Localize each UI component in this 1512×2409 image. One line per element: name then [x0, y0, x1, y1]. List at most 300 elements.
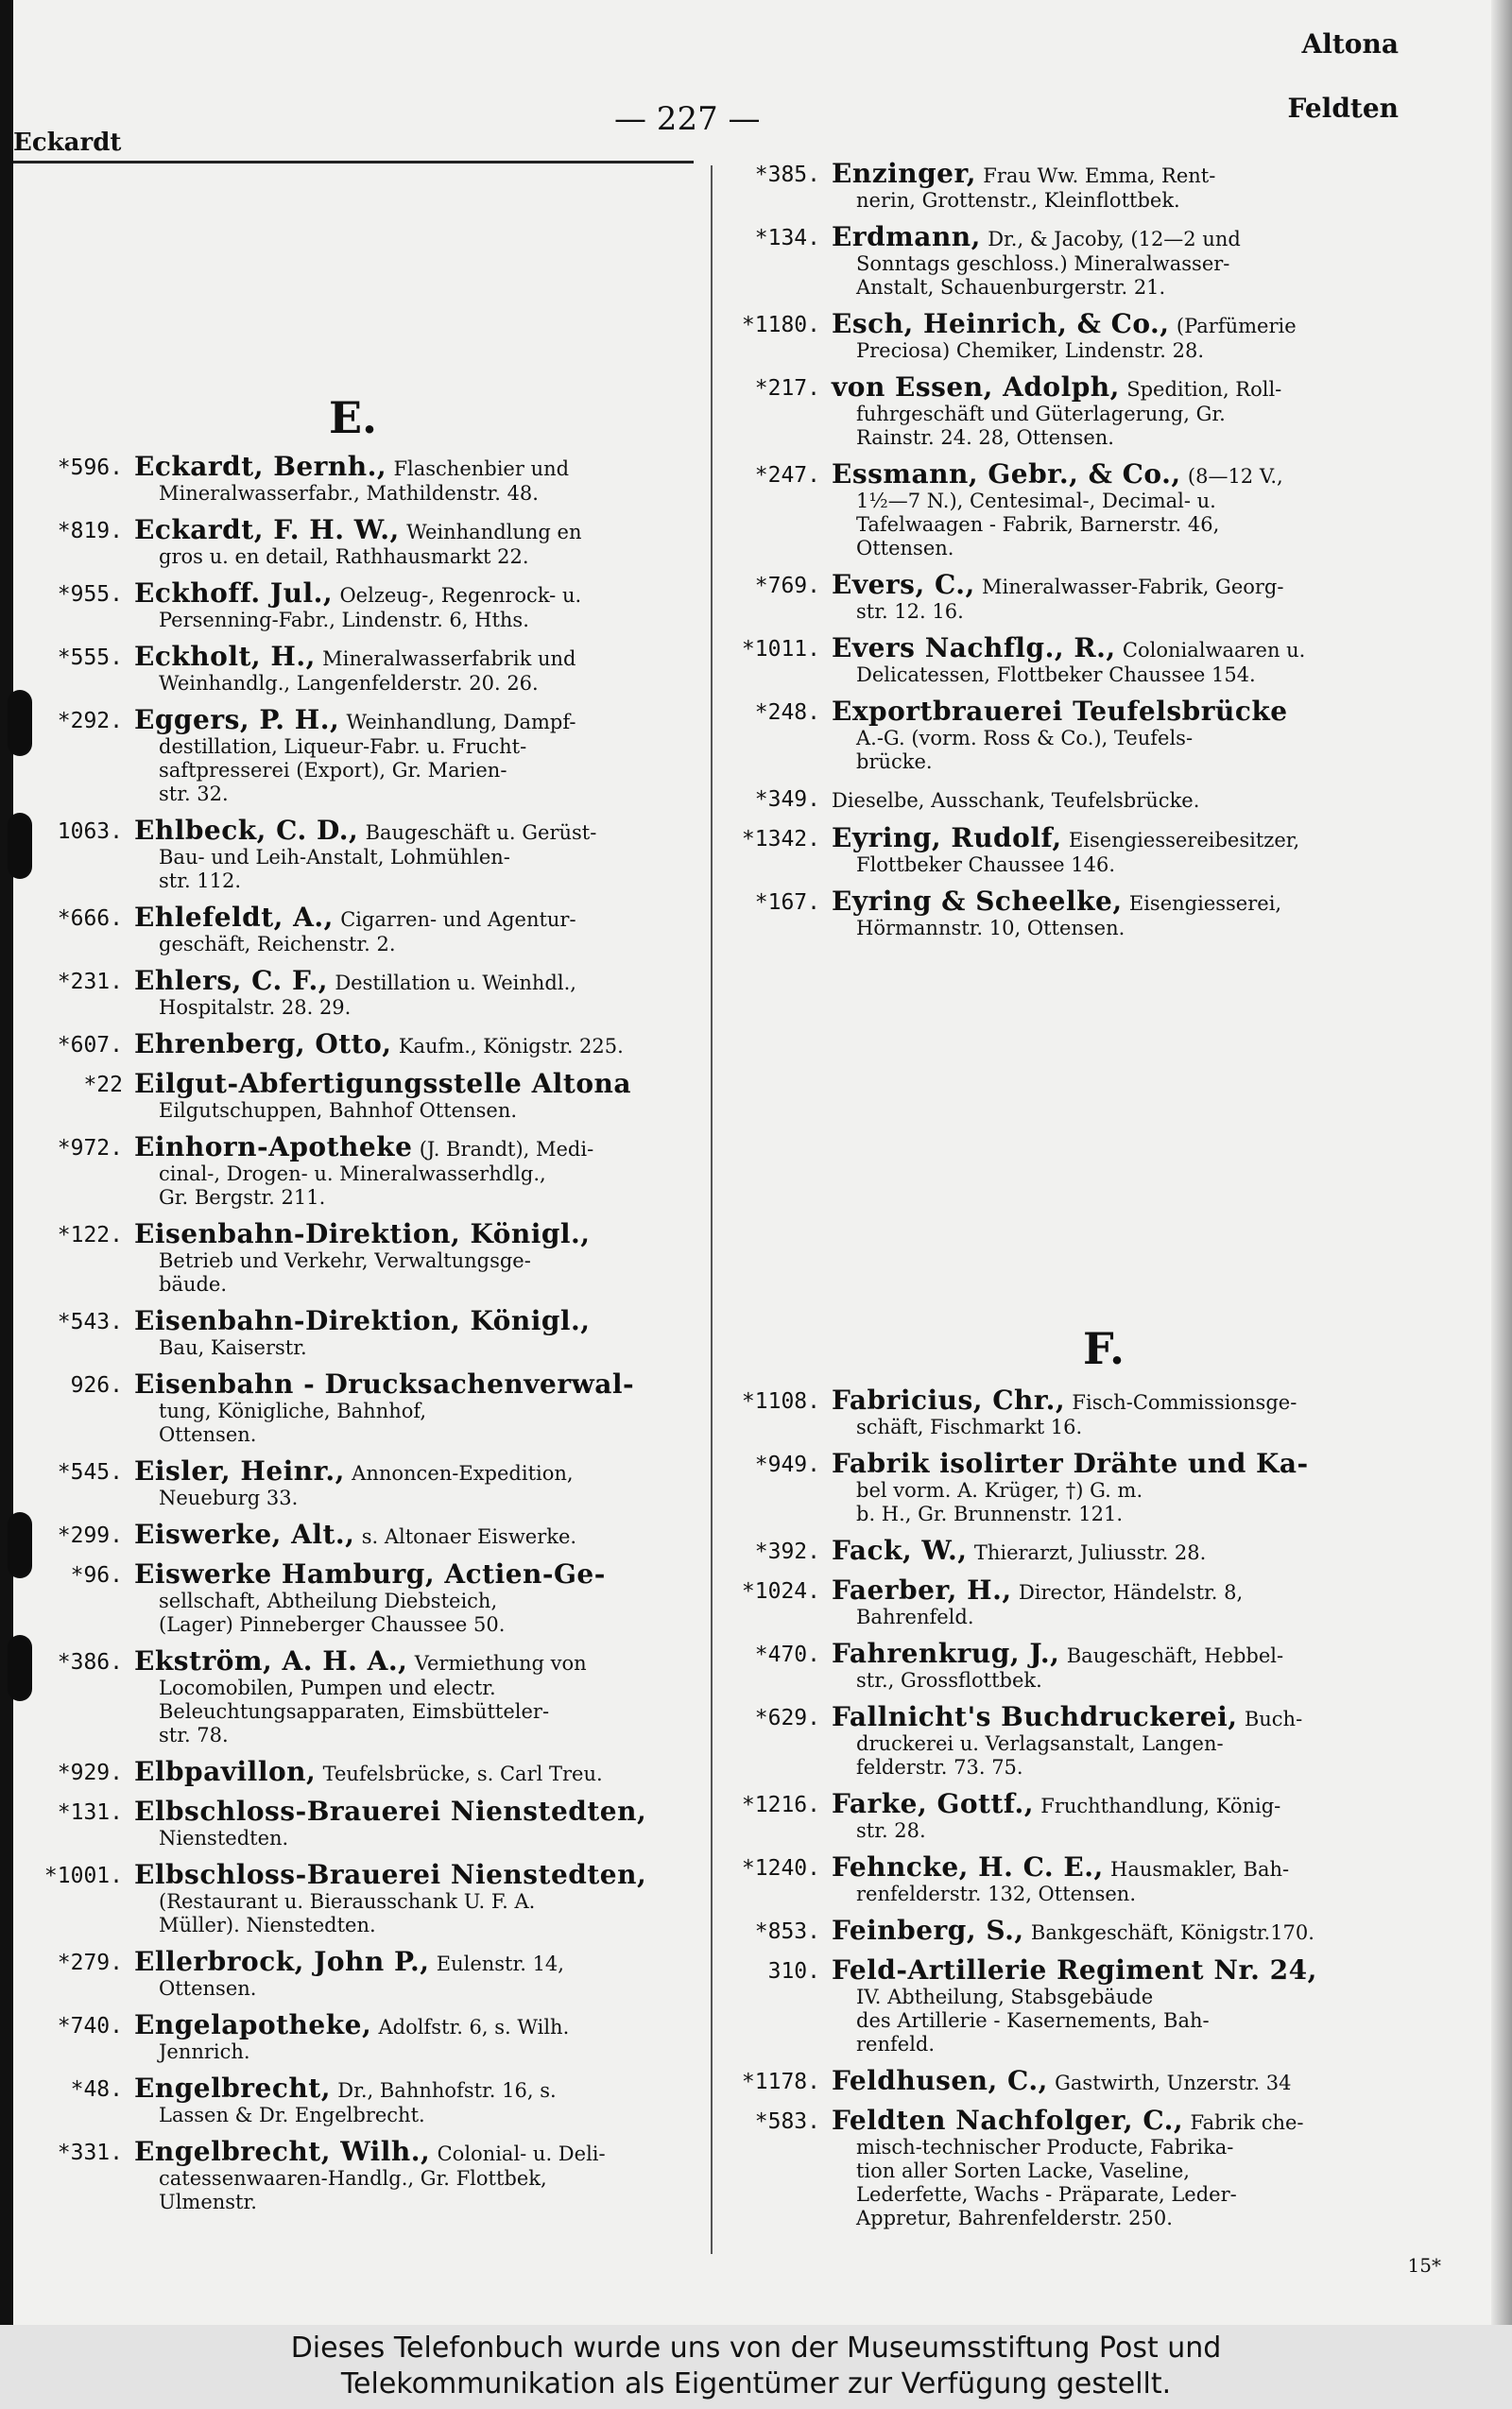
phone-number: 1063. [57, 819, 123, 844]
subscriber-name: Eckardt, Bernh., [134, 451, 387, 482]
entry-first-line [134, 1218, 707, 1249]
phone-number: *545. [57, 1460, 123, 1485]
subscriber-name: Eisenbahn-Direktion, Königl., [134, 1218, 591, 1249]
subscriber-name: Eyring & Scheelke, [832, 886, 1123, 917]
directory-entry [714, 569, 1461, 624]
phone-number: *929. [57, 1761, 123, 1785]
entry-description: Teufelsbrücke, s. Carl Treu. [322, 1763, 603, 1785]
directory-entry [17, 451, 707, 506]
entry-continuation: (Lager) Pinneberger Chaussee 50. [159, 1613, 506, 1636]
directory-entry [714, 785, 1461, 814]
directory-entry [17, 2075, 707, 2127]
entry-first-line [134, 1645, 707, 1677]
entry-description: Oelzeug-, Regenrock- u. [339, 584, 582, 607]
directory-entry [17, 641, 707, 696]
entry-continuation: Rainstr. 24. 28, Ottensen. [856, 426, 1114, 449]
entry-continuation: bäude. [159, 1273, 228, 1296]
subscriber-name: Farke, Gottf., [832, 1788, 1034, 1819]
subscriber-name: Esch, Heinrich, & Co., [832, 308, 1170, 339]
entry-continuation: Ottensen. [159, 1977, 257, 2000]
directory-entry [714, 632, 1461, 687]
subscriber-name: von Essen, Adolph, [832, 371, 1120, 403]
subscriber-name: Eggers, P. H., [134, 704, 340, 735]
entry-continuation: Anstalt, Schauenburgerstr. 21. [856, 276, 1166, 299]
entry-continuation: misch-technischer Producte, Fabrika- [856, 2136, 1234, 2159]
entry-description: Buch- [1244, 1708, 1303, 1730]
phone-number: *1216. [741, 1793, 820, 1817]
entry-first-line [832, 458, 1461, 490]
entry-first-line [134, 577, 707, 609]
entry-continuation: Mineralwasserfabr., Mathildenstr. 48. [159, 482, 539, 505]
directory-entry [17, 1645, 707, 1747]
directory-entry [17, 817, 707, 893]
entry-description: Dieselbe, Ausschank, Teufelsbrücke. [832, 789, 1200, 812]
right-column-top [714, 158, 1461, 952]
entry-first-line [832, 1788, 1470, 1819]
subscriber-name: Fabricius, Chr., [832, 1385, 1066, 1416]
directory-entry [714, 1574, 1470, 1629]
entry-continuation: Hospitalstr. 28. 29. [159, 996, 352, 1019]
signature-mark: 15* [1407, 2254, 1441, 2277]
section-letter-f: F. [1083, 1323, 1125, 1374]
ownership-banner [0, 2325, 1512, 2409]
page-number: — 227 — [614, 100, 761, 138]
subscriber-name: Exportbrauerei Teufelsbrücke [832, 696, 1288, 727]
entry-continuation: Jennrich. [159, 2040, 250, 2063]
entry-continuation: str. 12. 16. [856, 600, 964, 623]
phone-number: *1180. [741, 313, 820, 337]
entry-continuation: tion aller Sorten Lacke, Vaseline, [856, 2159, 1190, 2182]
phone-number: *607. [57, 1033, 123, 1058]
phone-number: *217. [754, 376, 820, 401]
phone-number: *769. [754, 574, 820, 598]
entry-description: Weinhandlung, Dampf- [346, 711, 576, 733]
entry-first-line [134, 2075, 707, 2104]
subscriber-name: Evers Nachflg., R., [832, 632, 1116, 663]
entry-continuation: schäft, Fischmarkt 16. [856, 1416, 1083, 1438]
phone-number: *740. [57, 2014, 123, 2039]
directory-entry [17, 704, 707, 806]
phone-number: *1342. [741, 827, 820, 852]
entry-continuation: 1½—7 N.), Centesimal-, Decimal- u. [856, 490, 1216, 512]
entry-continuation: Nienstedten. [159, 1827, 289, 1850]
entry-description: Mineralwasserfabrik und [322, 647, 576, 670]
entry-first-line [832, 221, 1461, 252]
directory-entry [17, 1558, 707, 1637]
entry-continuation: Lassen & Dr. Engelbrecht. [159, 2104, 425, 2126]
subscriber-name: Eisenbahn - Drucksachenverwal- [134, 1368, 635, 1400]
entry-continuation: Tafelwaagen - Fabrik, Barnerstr. 46, [856, 513, 1220, 536]
entry-continuation: sellschaft, Abtheilung Diebsteich, [159, 1590, 498, 1612]
banner-line-1: Dieses Telefonbuch wurde uns von der Museumsstiftung Post und [290, 2332, 1222, 2365]
entry-first-line [832, 2065, 1470, 2096]
phone-number: *231. [57, 970, 123, 994]
subscriber-name: Eilgut-Abfertigungsstelle Altona [134, 1068, 632, 1099]
subscriber-name: Feldten Nachfolger, C., [832, 2105, 1184, 2136]
entry-first-line [832, 371, 1461, 403]
subscriber-name: Fehncke, H. C. E., [832, 1851, 1104, 1883]
entry-first-line [134, 451, 707, 482]
entry-continuation: cinal-, Drogen- u. Mineralwasserhdlg., [159, 1162, 546, 1185]
entry-continuation: b. H., Gr. Brunnenstr. 121. [856, 1503, 1124, 1525]
subscriber-name: Ehlers, C. F., [134, 965, 329, 996]
entry-continuation: Bau, Kaiserstr. [159, 1336, 307, 1359]
phone-number: *555. [57, 645, 123, 670]
entry-continuation: Persenning-Fabr., Lindenstr. 6, Hths. [159, 609, 529, 631]
directory-entry [17, 577, 707, 632]
subscriber-name: Eisenbahn-Direktion, Königl., [134, 1305, 591, 1336]
directory-entry [714, 458, 1461, 560]
entry-continuation: felderstr. 73. 75. [856, 1756, 1023, 1779]
entry-first-line [134, 2009, 707, 2040]
directory-entry [714, 822, 1461, 877]
entry-first-line [832, 1954, 1470, 1986]
subscriber-name: Ehlbeck, C. D., [134, 815, 359, 846]
entry-continuation: druckerei u. Verlagsanstalt, Langen- [856, 1732, 1224, 1755]
directory-entry [714, 1701, 1470, 1780]
entry-first-line [134, 1946, 707, 1977]
entry-first-line [832, 2105, 1470, 2136]
phone-number: *629. [754, 1706, 820, 1730]
entry-first-line [134, 1756, 707, 1787]
entry-description: Dr., Bahnhofstr. 16, s. [337, 2079, 557, 2102]
phone-number: *279. [57, 1951, 123, 1975]
entry-first-line [832, 632, 1461, 663]
phone-number: *386. [57, 1650, 123, 1675]
phone-number: *596. [57, 456, 123, 480]
entry-continuation: Hörmannstr. 10, Ottensen. [856, 917, 1125, 939]
directory-entry [714, 1788, 1470, 1843]
subscriber-name: Engelapotheke, [134, 2009, 372, 2040]
entry-description: Eisengiessereibesitzer, [1068, 829, 1300, 852]
entry-continuation: renfeld. [856, 2033, 936, 2056]
subscriber-name: Eckhoff. Jul., [134, 577, 334, 609]
subscriber-name: Feinberg, S., [832, 1915, 1024, 1946]
entry-description: Fruchthandlung, König- [1040, 1795, 1281, 1817]
entry-description: Thierarzt, Juliusstr. 28. [973, 1541, 1207, 1564]
directory-entry [714, 1387, 1470, 1439]
entry-first-line [134, 817, 707, 846]
directory-entry [714, 158, 1461, 213]
phone-number: *349. [754, 787, 820, 812]
entry-description: Kaufm., Königstr. 225. [398, 1035, 624, 1058]
phone-number: *299. [57, 1523, 123, 1548]
entry-description: Spedition, Roll- [1126, 378, 1282, 401]
subscriber-name: Eiswerke Hamburg, Actien-Ge- [134, 1558, 606, 1590]
subscriber-name: Fack, W., [832, 1535, 968, 1566]
subscriber-name: Ehrenberg, Otto, [134, 1028, 392, 1059]
entry-description: Weinhandlung en [406, 521, 582, 543]
directory-entry [17, 1028, 707, 1059]
entry-first-line [134, 1558, 707, 1590]
directory-entry [17, 1859, 707, 1937]
phone-number: *48. [70, 2077, 123, 2102]
entry-continuation: IV. Abtheilung, Stabsgebäude [856, 1986, 1154, 2008]
phone-number: *292. [57, 709, 123, 733]
entry-continuation: str. 28. [856, 1819, 926, 1842]
phone-number: *972. [57, 1136, 123, 1161]
entry-continuation: catessenwaaren-Handlg., Gr. Flottbek, [159, 2167, 547, 2190]
entry-first-line [134, 1131, 707, 1162]
phone-number: *131. [57, 1800, 123, 1825]
entry-first-line [832, 1851, 1470, 1883]
phone-number: *819. [57, 519, 123, 543]
entry-continuation: Eilgutschuppen, Bahnhof Ottensen. [159, 1099, 518, 1122]
directory-entry [714, 698, 1461, 774]
entry-first-line [832, 785, 1461, 814]
phone-number: *1178. [741, 2070, 820, 2094]
subscriber-name: Enzinger, [832, 158, 976, 189]
subscriber-name: Engelbrecht, [134, 2073, 331, 2104]
entry-continuation: Preciosa) Chemiker, Lindenstr. 28. [856, 339, 1205, 362]
phone-number: *22 [83, 1073, 123, 1097]
directory-entry [714, 371, 1461, 450]
entry-first-line [134, 704, 707, 735]
subscriber-name: Ekström, A. H. A., [134, 1645, 408, 1677]
directory-entry [714, 1915, 1470, 1946]
subscriber-name: Eckardt, F. H. W., [134, 514, 400, 545]
subscriber-name: Einhorn-Apotheke [134, 1131, 413, 1162]
phone-number: *955. [57, 582, 123, 607]
entry-continuation: Flottbeker Chaussee 146. [856, 853, 1116, 876]
phone-number: *853. [754, 1919, 820, 1944]
entry-description: Cigarren- und Agentur- [340, 908, 576, 931]
entry-description: Annoncen-Expedition, [352, 1462, 574, 1485]
entry-continuation: Müller). Nienstedten. [159, 1914, 376, 1936]
entry-description: Colonialwaaren u. [1122, 639, 1306, 662]
entry-first-line [134, 1305, 707, 1336]
subscriber-name: Elbpavillon, [134, 1756, 317, 1787]
entry-description: (8—12 V., [1187, 465, 1283, 488]
entry-first-line [134, 1368, 707, 1400]
phone-number: *949. [754, 1453, 820, 1477]
entry-continuation: geschäft, Reichenstr. 2. [159, 933, 396, 955]
subscriber-name: Feldhusen, C., [832, 2065, 1048, 2096]
entry-first-line [832, 822, 1461, 853]
entry-description: (Parfümerie [1176, 315, 1297, 337]
subscriber-name: Ellerbrock, John P., [134, 1946, 430, 1977]
entry-description: Dr., & Jacoby, (12—2 und [988, 228, 1241, 250]
entry-continuation: tung, Königliche, Bahnhof, [159, 1400, 427, 1422]
directory-entry [714, 1954, 1470, 2056]
entry-description: Adolfstr. 6, s. Wilh. [378, 2016, 570, 2039]
entry-continuation: str. 112. [159, 869, 242, 892]
phone-number: 926. [70, 1373, 123, 1398]
entry-first-line [134, 1859, 707, 1890]
phone-number: *134. [754, 226, 820, 250]
directory-entry [714, 1448, 1470, 1526]
directory-entry [17, 514, 707, 569]
entry-continuation: Delicatessen, Flottbeker Chaussee 154. [856, 663, 1256, 686]
entry-description: Bankgeschäft, Königstr.170. [1030, 1921, 1314, 1944]
entry-description: s. Altonaer Eiswerke. [361, 1525, 577, 1548]
left-column [17, 451, 707, 2226]
phone-number: *96. [70, 1563, 123, 1588]
entry-continuation: Weinhandlg., Langenfelderstr. 20. 26. [159, 672, 539, 695]
subscriber-name: Fallnicht's Buchdruckerei, [832, 1701, 1238, 1732]
subscriber-name: Eyring, Rudolf, [832, 822, 1062, 853]
entry-continuation: A.-G. (vorm. Ross & Co.), Teufels- [856, 727, 1194, 749]
running-head-right: Feldten [1287, 93, 1399, 124]
entry-description: Frau Ww. Emma, Rent- [983, 164, 1216, 187]
entry-first-line [832, 1701, 1470, 1732]
entry-description: Gastwirth, Unzerstr. 34 [1055, 2072, 1292, 2094]
directory-entry [17, 1305, 707, 1360]
entry-description: Fisch-Commissionsge- [1072, 1391, 1297, 1414]
phone-number: *1024. [741, 1579, 820, 1604]
directory-entry [17, 1946, 707, 2001]
directory-entry [714, 2105, 1470, 2230]
entry-continuation: Locomobilen, Pumpen und electr. [159, 1677, 496, 1699]
entry-continuation: Ottensen. [159, 1423, 257, 1446]
phone-number: *666. [57, 906, 123, 931]
entry-description: Mineralwasser-Fabrik, Georg- [982, 576, 1284, 598]
entry-description: (J. Brandt), Medi- [419, 1138, 594, 1161]
section-letter-e: E. [329, 392, 378, 443]
entry-first-line [832, 1915, 1470, 1946]
entry-description: Colonial- u. Deli- [437, 2142, 606, 2165]
subscriber-name: Faerber, H., [832, 1574, 1012, 1606]
directory-entry [17, 1131, 707, 1210]
entry-description: Hausmakler, Bah- [1110, 1858, 1290, 1881]
subscriber-name: Eiswerke, Alt., [134, 1519, 355, 1550]
directory-entry [17, 965, 707, 1020]
entry-continuation: str. 78. [159, 1724, 229, 1747]
entry-continuation: Appretur, Bahrenfelderstr. 250. [856, 2207, 1173, 2229]
entry-continuation: des Artillerie - Kasernements, Bah- [856, 2009, 1210, 2032]
directory-entry [714, 1535, 1470, 1566]
phone-number: *1240. [741, 1856, 820, 1881]
entry-continuation: renfelderstr. 132, Ottensen. [856, 1883, 1136, 1905]
entry-description: Destillation u. Weinhdl., [335, 972, 576, 994]
subscriber-name: Fahrenkrug, J., [832, 1638, 1060, 1669]
directory-entry [17, 2136, 707, 2214]
subscriber-name: Engelbrecht, Wilh., [134, 2136, 431, 2167]
entry-continuation: Lederfette, Wachs - Präparate, Leder- [856, 2183, 1237, 2206]
entry-continuation: nerin, Grottenstr., Kleinflottbek. [856, 189, 1180, 212]
phone-number: *1001. [43, 1864, 123, 1888]
entry-first-line [134, 1798, 707, 1827]
subscriber-name: Essmann, Gebr., & Co., [832, 458, 1181, 490]
entry-continuation: gros u. en detail, Rathhausmarkt 22. [159, 545, 529, 568]
entry-first-line [832, 158, 1461, 189]
entry-continuation: Bau- und Leih-Anstalt, Lohmühlen- [159, 846, 510, 869]
entry-continuation: Gr. Bergstr. 211. [159, 1186, 326, 1209]
subscriber-name: Erdmann, [832, 221, 981, 252]
phone-number: *470. [754, 1643, 820, 1667]
directory-entry [17, 2009, 707, 2064]
entry-first-line [134, 1519, 707, 1550]
running-head-left: Eckardt [13, 129, 122, 157]
directory-entry [17, 1368, 707, 1447]
directory-entry [17, 1519, 707, 1550]
entry-first-line [832, 698, 1461, 727]
banner-line-2: Telekommunikation als Eigentümer zur Verfügung gestellt. [340, 2367, 1172, 2400]
entry-description: Eulenstr. 14, [436, 1953, 564, 1975]
entry-continuation: Betrieb und Verkehr, Verwaltungsge- [159, 1249, 531, 1272]
phone-number: *331. [57, 2141, 123, 2165]
directory-entry [714, 1638, 1470, 1693]
phone-number: *247. [754, 463, 820, 488]
entry-first-line [832, 1448, 1470, 1479]
subscriber-name: Evers, C., [832, 569, 975, 600]
entry-first-line [832, 308, 1461, 339]
phone-number: *1011. [741, 637, 820, 662]
subscriber-name: Eckholt, H., [134, 641, 316, 672]
phone-number: *167. [754, 890, 820, 915]
directory-entry [17, 1455, 707, 1510]
entry-first-line [832, 1387, 1470, 1416]
entry-first-line [134, 514, 707, 545]
entry-continuation: str., Grossflottbek. [856, 1669, 1042, 1692]
entry-first-line [832, 569, 1461, 600]
subscriber-name: Elbschloss-Brauerei Nienstedten, [134, 1859, 647, 1890]
directory-entry [17, 1798, 707, 1850]
phone-number: *543. [57, 1310, 123, 1334]
subscriber-name: Eisler, Heinr., [134, 1455, 345, 1487]
entry-first-line [134, 904, 707, 933]
entry-continuation: Neueburg 33. [159, 1487, 299, 1509]
directory-entry [17, 904, 707, 956]
entry-description: Vermiethung von [414, 1652, 587, 1675]
entry-first-line [134, 2136, 707, 2167]
entry-continuation: bel vorm. A. Krüger, †) G. m. [856, 1479, 1143, 1502]
phone-number: *1108. [741, 1389, 820, 1414]
directory-entry [17, 1068, 707, 1123]
subscriber-name: Ehlefeldt, A., [134, 902, 334, 933]
right-column-bottom [714, 1387, 1470, 2242]
entry-first-line [134, 1455, 707, 1487]
entry-continuation: Ulmenstr. [159, 2191, 257, 2213]
column-divider [711, 165, 713, 2254]
phone-number: *122. [57, 1223, 123, 1248]
subscriber-name: Feld-Artillerie Regiment Nr. 24, [832, 1954, 1317, 1986]
phone-number: *385. [754, 163, 820, 187]
entry-continuation: Beleuchtungsapparaten, Eimsbütteler- [159, 1700, 550, 1723]
entry-continuation: destillation, Liqueur-Fabr. u. Frucht- [159, 735, 527, 758]
phone-number: *248. [754, 700, 820, 725]
directory-entry [17, 1218, 707, 1297]
directory-entry [17, 1756, 707, 1787]
entry-continuation: brücke. [856, 750, 933, 773]
entry-continuation: Sonntags geschloss.) Mineralwasser- [856, 252, 1230, 275]
entry-description: Eisengiesserei, [1128, 892, 1282, 915]
entry-first-line [832, 1574, 1470, 1606]
entry-description: Director, Händelstr. 8, [1018, 1581, 1244, 1604]
entry-continuation: Ottensen. [856, 537, 954, 559]
running-head-city: Altona [1301, 28, 1399, 60]
entry-continuation: Bahrenfeld. [856, 1606, 974, 1628]
entry-first-line [832, 1535, 1470, 1566]
entry-first-line [832, 888, 1461, 917]
entry-continuation: (Restaurant u. Bierausschank U. F. A. [159, 1890, 536, 1913]
entry-continuation: fuhrgeschäft und Güterlagerung, Gr. [856, 403, 1226, 425]
entry-first-line [134, 1028, 707, 1059]
phone-number: 310. [767, 1959, 820, 1984]
directory-entry [714, 888, 1461, 940]
directory-entry [714, 221, 1461, 300]
phone-number: *583. [754, 2109, 820, 2134]
entry-continuation: str. 32. [159, 783, 229, 805]
entry-description: Baugeschäft u. Gerüst- [365, 821, 597, 844]
entry-description: Fabrik che- [1190, 2111, 1304, 2134]
directory-entry [714, 2065, 1470, 2096]
entry-first-line [134, 641, 707, 672]
directory-entry [714, 308, 1461, 363]
phone-number: *392. [754, 1540, 820, 1564]
entry-description: Flaschenbier und [393, 457, 570, 480]
subscriber-name: Elbschloss-Brauerei Nienstedten, [134, 1796, 647, 1827]
